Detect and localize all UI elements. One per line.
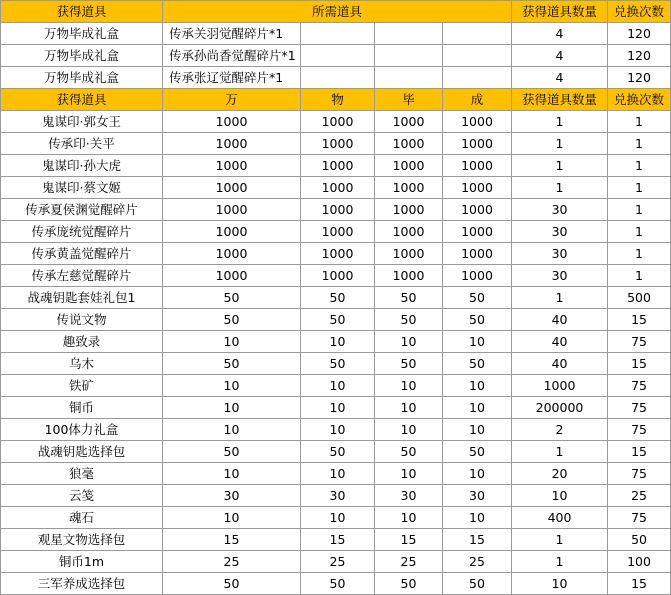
header-item: 获得道具: [1, 89, 163, 111]
cost-cheng: 1000: [443, 155, 512, 177]
header-wan: 万: [163, 89, 301, 111]
gift-required: 传承关羽觉醒碎片*1: [163, 23, 301, 45]
table-row: [1, 243, 671, 265]
cost-wu: 10: [301, 507, 375, 529]
cost-wan: 10: [163, 507, 301, 529]
row-item: 铜币1m: [1, 551, 163, 573]
row-item: 云笺: [1, 485, 163, 507]
cost-wan: 1000: [163, 221, 301, 243]
row-quantity: 40: [512, 331, 608, 353]
table-row: [1, 573, 671, 595]
row-quantity: 40: [512, 309, 608, 331]
row-exchange-times: 75: [608, 397, 671, 419]
gift-required: 传承孙尚香觉醒碎片*1: [163, 45, 301, 67]
gift-row: [1, 67, 671, 89]
cost-cheng: 1000: [443, 199, 512, 221]
cost-wu: 10: [301, 331, 375, 353]
header-quantity: 获得道具数量: [512, 89, 608, 111]
cost-bi: 50: [375, 309, 443, 331]
gift-quantity: 4: [512, 45, 608, 67]
row-quantity: 1: [512, 441, 608, 463]
cost-wu: 1000: [301, 199, 375, 221]
cost-cheng: 30: [443, 485, 512, 507]
row-quantity: 30: [512, 265, 608, 287]
empty-cell: [375, 67, 443, 89]
row-item: 鬼谋印·郭女王: [1, 111, 163, 133]
row-quantity: 1: [512, 133, 608, 155]
table-row: [1, 441, 671, 463]
gift-row: [1, 23, 671, 45]
table-row: [1, 133, 671, 155]
cost-cheng: 50: [443, 287, 512, 309]
row-exchange-times: 1: [608, 177, 671, 199]
header-item: 获得道具: [1, 1, 163, 23]
cost-cheng: 1000: [443, 265, 512, 287]
table-row: [1, 485, 671, 507]
cost-wu: 1000: [301, 155, 375, 177]
empty-cell: [301, 45, 375, 67]
row-quantity: 1: [512, 111, 608, 133]
row-exchange-times: 1: [608, 111, 671, 133]
cost-bi: 1000: [375, 221, 443, 243]
cost-bi: 1000: [375, 177, 443, 199]
cost-wu: 1000: [301, 243, 375, 265]
table-row: [1, 463, 671, 485]
table-row: [1, 309, 671, 331]
cost-wu: 1000: [301, 133, 375, 155]
cost-bi: 10: [375, 375, 443, 397]
cost-wan: 50: [163, 309, 301, 331]
row-item: 战魂钥匙选择包: [1, 441, 163, 463]
cost-wan: 30: [163, 485, 301, 507]
table-row: [1, 177, 671, 199]
row-item: 传承印·关平: [1, 133, 163, 155]
cost-wan: 15: [163, 529, 301, 551]
cost-cheng: 1000: [443, 133, 512, 155]
row-exchange-times: 25: [608, 485, 671, 507]
table-row: [1, 221, 671, 243]
row-item: 100体力礼盒: [1, 419, 163, 441]
cost-wan: 10: [163, 397, 301, 419]
row-quantity: 20: [512, 463, 608, 485]
cost-wan: 10: [163, 463, 301, 485]
cost-wu: 1000: [301, 221, 375, 243]
row-quantity: 30: [512, 221, 608, 243]
row-exchange-times: 15: [608, 309, 671, 331]
cost-cheng: 1000: [443, 177, 512, 199]
row-exchange-times: 75: [608, 507, 671, 529]
cost-bi: 25: [375, 551, 443, 573]
cost-cheng: 50: [443, 309, 512, 331]
row-item: 传承夏侯渊觉醒碎片: [1, 199, 163, 221]
cost-wu: 10: [301, 419, 375, 441]
cost-cheng: 10: [443, 419, 512, 441]
cost-cheng: 1000: [443, 221, 512, 243]
row-exchange-times: 1: [608, 265, 671, 287]
header-exchange-times: 兑换次数: [608, 1, 671, 23]
cost-cheng: 10: [443, 463, 512, 485]
row-quantity: 10: [512, 485, 608, 507]
empty-cell: [301, 23, 375, 45]
row-quantity: 30: [512, 243, 608, 265]
row-exchange-times: 1: [608, 221, 671, 243]
cost-bi: 50: [375, 353, 443, 375]
gift-quantity: 4: [512, 23, 608, 45]
cost-bi: 50: [375, 441, 443, 463]
cost-cheng: 50: [443, 441, 512, 463]
empty-cell: [301, 67, 375, 89]
row-quantity: 2: [512, 419, 608, 441]
table-row: [1, 155, 671, 177]
table-row: [1, 111, 671, 133]
cost-wu: 10: [301, 463, 375, 485]
row-quantity: 30: [512, 199, 608, 221]
row-quantity: 1: [512, 177, 608, 199]
row-item: 传承黄盖觉醒碎片: [1, 243, 163, 265]
table-row: [1, 551, 671, 573]
row-exchange-times: 15: [608, 573, 671, 595]
cost-wan: 50: [163, 287, 301, 309]
row-quantity: 1: [512, 287, 608, 309]
cost-wan: 50: [163, 573, 301, 595]
row-exchange-times: 75: [608, 331, 671, 353]
cost-cheng: 10: [443, 375, 512, 397]
empty-cell: [375, 45, 443, 67]
cost-bi: 50: [375, 287, 443, 309]
table-row: [1, 507, 671, 529]
row-quantity: 1: [512, 529, 608, 551]
cost-wu: 30: [301, 485, 375, 507]
cost-cheng: 1000: [443, 111, 512, 133]
table-row: [1, 375, 671, 397]
top-header-row: [1, 1, 671, 23]
cost-wu: 50: [301, 573, 375, 595]
row-item: 魂石: [1, 507, 163, 529]
empty-cell: [375, 23, 443, 45]
cost-wu: 50: [301, 309, 375, 331]
cost-cheng: 10: [443, 397, 512, 419]
row-exchange-times: 1: [608, 133, 671, 155]
gift-item: 万物毕成礼盒: [1, 45, 163, 67]
cost-bi: 1000: [375, 199, 443, 221]
header-cheng: 成: [443, 89, 512, 111]
cost-bi: 1000: [375, 243, 443, 265]
empty-cell: [443, 23, 512, 45]
row-item: 战魂钥匙套娃礼包1: [1, 287, 163, 309]
row-exchange-times: 1: [608, 243, 671, 265]
cost-bi: 10: [375, 331, 443, 353]
row-item: 铜币: [1, 397, 163, 419]
header-exchange-times: 兑换次数: [608, 89, 671, 111]
row-quantity: 1: [512, 551, 608, 573]
row-item: 传承庞统觉醒碎片: [1, 221, 163, 243]
cost-wan: 1000: [163, 111, 301, 133]
cost-wan: 1000: [163, 133, 301, 155]
cost-bi: 15: [375, 529, 443, 551]
cost-wan: 1000: [163, 155, 301, 177]
row-item: 狼毫: [1, 463, 163, 485]
row-quantity: 400: [512, 507, 608, 529]
cost-cheng: 50: [443, 353, 512, 375]
row-item: 乌木: [1, 353, 163, 375]
row-exchange-times: 500: [608, 287, 671, 309]
gift-quantity: 4: [512, 67, 608, 89]
row-quantity: 10: [512, 573, 608, 595]
cost-bi: 10: [375, 463, 443, 485]
row-quantity: 1: [512, 155, 608, 177]
empty-cell: [443, 45, 512, 67]
row-exchange-times: 50: [608, 529, 671, 551]
cost-wu: 15: [301, 529, 375, 551]
cost-wan: 1000: [163, 243, 301, 265]
cost-wu: 25: [301, 551, 375, 573]
table-row: [1, 287, 671, 309]
cost-wu: 1000: [301, 177, 375, 199]
header-quantity: 获得道具数量: [512, 1, 608, 23]
cost-wu: 50: [301, 353, 375, 375]
cost-wan: 10: [163, 419, 301, 441]
gift-times: 120: [608, 67, 671, 89]
row-exchange-times: 100: [608, 551, 671, 573]
cost-cheng: 50: [443, 573, 512, 595]
table-row: [1, 199, 671, 221]
row-item: 传承左慈觉醒碎片: [1, 265, 163, 287]
table-row: [1, 265, 671, 287]
cost-bi: 10: [375, 507, 443, 529]
cost-wu: 1000: [301, 265, 375, 287]
empty-cell: [443, 67, 512, 89]
cost-wan: 10: [163, 375, 301, 397]
cost-wan: 25: [163, 551, 301, 573]
row-item: 传说文物: [1, 309, 163, 331]
cost-wan: 50: [163, 441, 301, 463]
row-item: 鬼谋印·孙大虎: [1, 155, 163, 177]
cost-bi: 1000: [375, 111, 443, 133]
table-row: [1, 353, 671, 375]
table-row: [1, 529, 671, 551]
row-exchange-times: 75: [608, 463, 671, 485]
row-item: 铁矿: [1, 375, 163, 397]
gift-item: 万物毕成礼盒: [1, 23, 163, 45]
gift-required: 传承张辽觉醒碎片*1: [163, 67, 301, 89]
cost-cheng: 15: [443, 529, 512, 551]
row-exchange-times: 15: [608, 353, 671, 375]
cost-wu: 1000: [301, 111, 375, 133]
cost-wu: 10: [301, 375, 375, 397]
second-header-row: [1, 89, 671, 111]
table-row: [1, 331, 671, 353]
gift-times: 120: [608, 45, 671, 67]
cost-bi: 1000: [375, 133, 443, 155]
cost-wan: 10: [163, 331, 301, 353]
row-exchange-times: 75: [608, 419, 671, 441]
cost-bi: 1000: [375, 155, 443, 177]
row-exchange-times: 1: [608, 155, 671, 177]
gift-times: 120: [608, 23, 671, 45]
cost-wan: 1000: [163, 265, 301, 287]
cost-bi: 50: [375, 573, 443, 595]
cost-wu: 50: [301, 287, 375, 309]
cost-wu: 50: [301, 441, 375, 463]
row-quantity: 40: [512, 353, 608, 375]
row-quantity: 200000: [512, 397, 608, 419]
row-quantity: 1000: [512, 375, 608, 397]
table-row: [1, 419, 671, 441]
header-wu: 物: [301, 89, 375, 111]
header-bi: 毕: [375, 89, 443, 111]
cost-bi: 10: [375, 419, 443, 441]
row-item: 观星文物选择包: [1, 529, 163, 551]
cost-wan: 1000: [163, 177, 301, 199]
row-item: 趣致录: [1, 331, 163, 353]
row-exchange-times: 15: [608, 441, 671, 463]
cost-cheng: 1000: [443, 243, 512, 265]
cost-bi: 30: [375, 485, 443, 507]
cost-cheng: 10: [443, 507, 512, 529]
row-item: 鬼谋印·蔡文姬: [1, 177, 163, 199]
gift-item: 万物毕成礼盒: [1, 67, 163, 89]
row-exchange-times: 75: [608, 375, 671, 397]
cost-wu: 10: [301, 397, 375, 419]
cost-cheng: 10: [443, 331, 512, 353]
row-exchange-times: 1: [608, 199, 671, 221]
cost-bi: 10: [375, 397, 443, 419]
gift-row: [1, 45, 671, 67]
row-item: 三军养成选择包: [1, 573, 163, 595]
header-required-items: 所需道具: [163, 1, 512, 23]
cost-cheng: 25: [443, 551, 512, 573]
cost-wan: 50: [163, 353, 301, 375]
cost-wan: 1000: [163, 199, 301, 221]
table-row: [1, 397, 671, 419]
cost-bi: 1000: [375, 265, 443, 287]
